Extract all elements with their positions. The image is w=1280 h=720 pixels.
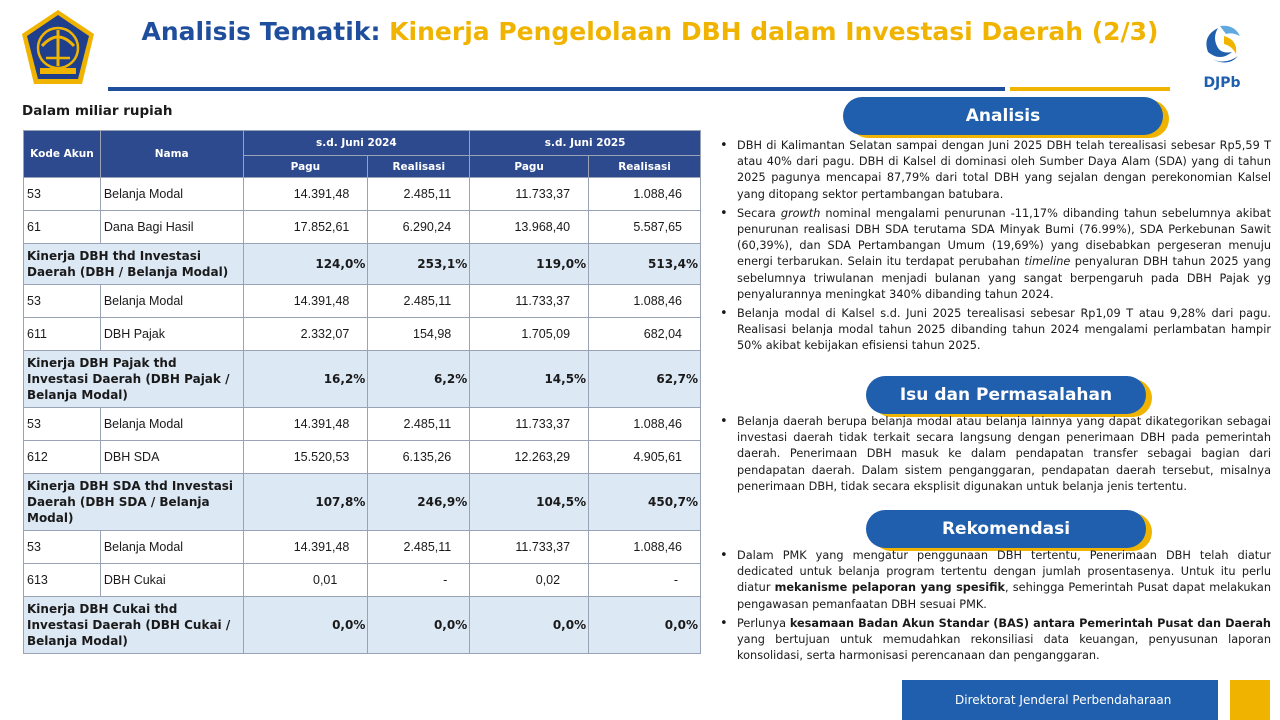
ratio-realisasi-2024: 6,2% [368,351,470,408]
cell-kode: 53 [24,408,101,441]
ratio-row [24,351,701,408]
bold-phrase: mekanisme pelaporan yang spesifik [774,581,1006,595]
cell-pagu-2024: 0,01 [243,564,368,597]
emblem-icon [18,8,98,88]
cell-realisasi-2025: 1.088,46 [589,531,701,564]
cell-realisasi-2024: 6.135,26 [368,441,470,474]
cell-realisasi-2024: 154,98 [368,318,470,351]
rekomendasi-list [718,548,1271,667]
ratio-label: Kinerja DBH thd Investasi Daerah (DBH / Belanja Modal) [24,244,244,285]
cell-pagu-2024: 14.391,48 [243,178,368,211]
cell-realisasi-2024: 6.290,24 [368,211,470,244]
ratio-pagu-2024: 124,0% [243,244,368,285]
ratio-row [24,244,701,285]
cell-nama: Belanja Modal [100,178,243,211]
cell-pagu-2024: 14.391,48 [243,408,368,441]
list-item: • Dalam PMK yang mengatur penggunaan DBH tertentu, Penerimaan DBH telah diatur dedicated untuk belanja program tertentu dengan jumlah prosentasenya. Untuk itu perlu diatur mekanisme pelaporan yang spesifik, sehingga Pemerintah Pusat dapat melakukan pengawasan pemanfaatan DBH sesuai PMK. [718,548,1271,613]
table-row [24,408,701,441]
list-item: • DBH di Kalimantan Selatan sampai dengan Juni 2025 DBH telah terealisasi sebesar Rp5,59 T atau 40% dari pagu. DBH di Kalsel di dominasi oleh Sumber Daya Alam (SDA) yang di tahun 2025 pagunya mencapai 87,79% dari total DBH yang sejalan dengan perekonomian Kalsel yang ditopang sektor pertambangan batubara. [718,138,1271,203]
cell-pagu-2025: 11.733,37 [470,408,589,441]
rekomendasi-heading: Rekomendasi [866,510,1146,548]
header-period-2025: s.d. Juni 2025 [470,131,701,156]
cell-nama: DBH Cukai [100,564,243,597]
cell-realisasi-2024: - [368,564,470,597]
table-row [24,318,701,351]
analisis-list [718,138,1271,358]
ratio-realisasi-2025: 62,7% [589,351,701,408]
cell-pagu-2025: 0,02 [470,564,589,597]
cell-pagu-2024: 14.391,48 [243,531,368,564]
cell-pagu-2024: 17.852,61 [243,211,368,244]
cell-realisasi-2025: 682,04 [589,318,701,351]
ratio-label: Kinerja DBH Pajak thd Investasi Daerah (DBH Pajak / Belanja Modal) [24,351,244,408]
cell-kode: 611 [24,318,101,351]
cell-kode: 612 [24,441,101,474]
cell-kode: 53 [24,178,101,211]
ratio-label: Kinerja DBH Cukai thd Investasi Daerah (DBH Cukai / Belanja Modal) [24,597,244,654]
ratio-realisasi-2025: 513,4% [589,244,701,285]
table-row [24,441,701,474]
ratio-pagu-2025: 119,0% [470,244,589,285]
cell-nama: DBH Pajak [100,318,243,351]
cell-realisasi-2024: 2.485,11 [368,285,470,318]
bold-phrase: kesamaan Badan Akun Standar (BAS) antara Pemerintah Pusat dan Daerah [789,616,1271,630]
header-realisasi-2025: Realisasi [589,156,701,178]
cell-pagu-2025: 1.705,09 [470,318,589,351]
cell-realisasi-2024: 2.485,11 [368,531,470,564]
list-item: • Belanja daerah berupa belanja modal atau belanja lainnya yang dapat dikategorikan sebagai investasi daerah tidak terkait secara langsung dengan penerimaan DBH pada pemerintah daerah. Penerimaan DBH masuk ke dalam pendapatan transfer sebagai bagian dari pendapatan daerah. Dalam sistem penganggaran, pendapatan daerah tersebut, misalnya penerimaan DBH, tidak secara eksplisit digunakan untuk belanja jenis tertentu. [718,414,1271,495]
header-nama: Nama [100,131,243,178]
ratio-realisasi-2024: 246,9% [368,474,470,531]
cell-realisasi-2025: 1.088,46 [589,408,701,441]
cell-nama: Belanja Modal [100,285,243,318]
title-prefix: Analisis Tematik: [141,17,381,46]
analisis-heading: Analisis [843,97,1163,135]
footer-text: Direktorat Jenderal Perbendaharaan [955,693,1172,707]
cell-nama: Belanja Modal [100,531,243,564]
title-rule-gold [1010,87,1170,91]
table-row [24,564,701,597]
cell-realisasi-2025: 1.088,46 [589,178,701,211]
ministry-emblem-logo [18,8,98,88]
cell-pagu-2024: 2.332,07 [243,318,368,351]
isu-heading: Isu dan Permasalahan [866,376,1146,414]
cell-realisasi-2025: 5.587,65 [589,211,701,244]
ratio-realisasi-2025: 450,7% [589,474,701,531]
ratio-realisasi-2024: 253,1% [368,244,470,285]
table-row [24,285,701,318]
ratio-pagu-2024: 107,8% [243,474,368,531]
ratio-pagu-2025: 0,0% [470,597,589,654]
page-title [130,14,1170,50]
cell-pagu-2025: 12.263,29 [470,441,589,474]
list-item: • Perlunya kesamaan Badan Akun Standar (BAS) antara Pemerintah Pusat dan Daerah yang bertujuan untuk memudahkan rekonsiliasi data keuangan, penyusunan laporan konsolidasi, serta harmonisasi perencanaan dan penganggaran. [718,616,1271,665]
isu-list [718,414,1271,498]
cell-nama: Belanja Modal [100,408,243,441]
djpb-logo [1192,22,1252,92]
table-row [24,211,701,244]
cell-kode: 613 [24,564,101,597]
title-rule-blue [108,87,1005,91]
table-row [24,178,701,211]
dbh-table [23,130,701,654]
header-kode-akun: Kode Akun [24,131,101,178]
ratio-pagu-2025: 104,5% [470,474,589,531]
cell-nama: Dana Bagi Hasil [100,211,243,244]
cell-pagu-2024: 15.520,53 [243,441,368,474]
cell-realisasi-2024: 2.485,11 [368,178,470,211]
growth-emphasis: growth [780,206,821,220]
ratio-realisasi-2024: 0,0% [368,597,470,654]
header-realisasi-2024: Realisasi [368,156,470,178]
cell-realisasi-2024: 2.485,11 [368,408,470,441]
list-item: • Secara growth nominal mengalami penurunan -11,17% dibanding tahun sebelumnya akibat penurunan realisasi DBH SDA terutama SDA Minyak Bumi (76.99%), SDA Perkebunan Sawit (60,39%), dan SDA Pertambangan Umum (19,69%) yang disebabkan pergeseran menuju energi terbarukan. Selain itu terdapat perubahan timeline penyaluran DBH tahun 2025 yang sebelumnya triwulanan menjadi bulanan yang sangat berpengaruh pada DBH Pajak yg penyalurannya meningkat 340% dibanding tahun 2024. [718,206,1271,303]
timeline-emphasis: timeline [1024,255,1071,269]
ratio-label: Kinerja DBH SDA thd Investasi Daerah (DBH SDA / Belanja Modal) [24,474,244,531]
ratio-realisasi-2025: 0,0% [589,597,701,654]
cell-pagu-2025: 11.733,37 [470,531,589,564]
cell-kode: 61 [24,211,101,244]
cell-realisasi-2025: - [589,564,701,597]
ratio-row [24,597,701,654]
cell-pagu-2025: 11.733,37 [470,178,589,211]
djpb-swirl-icon [1198,22,1246,68]
unit-label: Dalam miliar rupiah [22,103,173,119]
header-pagu-2025: Pagu [470,156,589,178]
djpb-logo-text: DJPb [1203,75,1241,91]
cell-kode: 53 [24,531,101,564]
ratio-pagu-2024: 0,0% [243,597,368,654]
cell-pagu-2025: 13.968,40 [470,211,589,244]
footer-accent [1230,680,1270,720]
title-main: Kinerja Pengelolaan DBH dalam Investasi Daerah (2/3) [389,17,1159,46]
cell-pagu-2024: 14.391,48 [243,285,368,318]
ratio-pagu-2025: 14,5% [470,351,589,408]
list-item: • Belanja modal di Kalsel s.d. Juni 2025 terealisasi sebesar Rp1,09 T atau 9,28% dari pagu. Realisasi belanja modal tahun 2025 dibanding tahun 2024 mengalami perlambatan hampir 50% akibat kebijakan efisiensi tahun 2025. [718,306,1271,355]
table-row [24,531,701,564]
cell-pagu-2025: 11.733,37 [470,285,589,318]
ratio-pagu-2024: 16,2% [243,351,368,408]
cell-realisasi-2025: 4.905,61 [589,441,701,474]
header-period-2024: s.d. Juni 2024 [243,131,470,156]
cell-nama: DBH SDA [100,441,243,474]
ratio-row [24,474,701,531]
cell-kode: 53 [24,285,101,318]
header-pagu-2024: Pagu [243,156,368,178]
cell-realisasi-2025: 1.088,46 [589,285,701,318]
